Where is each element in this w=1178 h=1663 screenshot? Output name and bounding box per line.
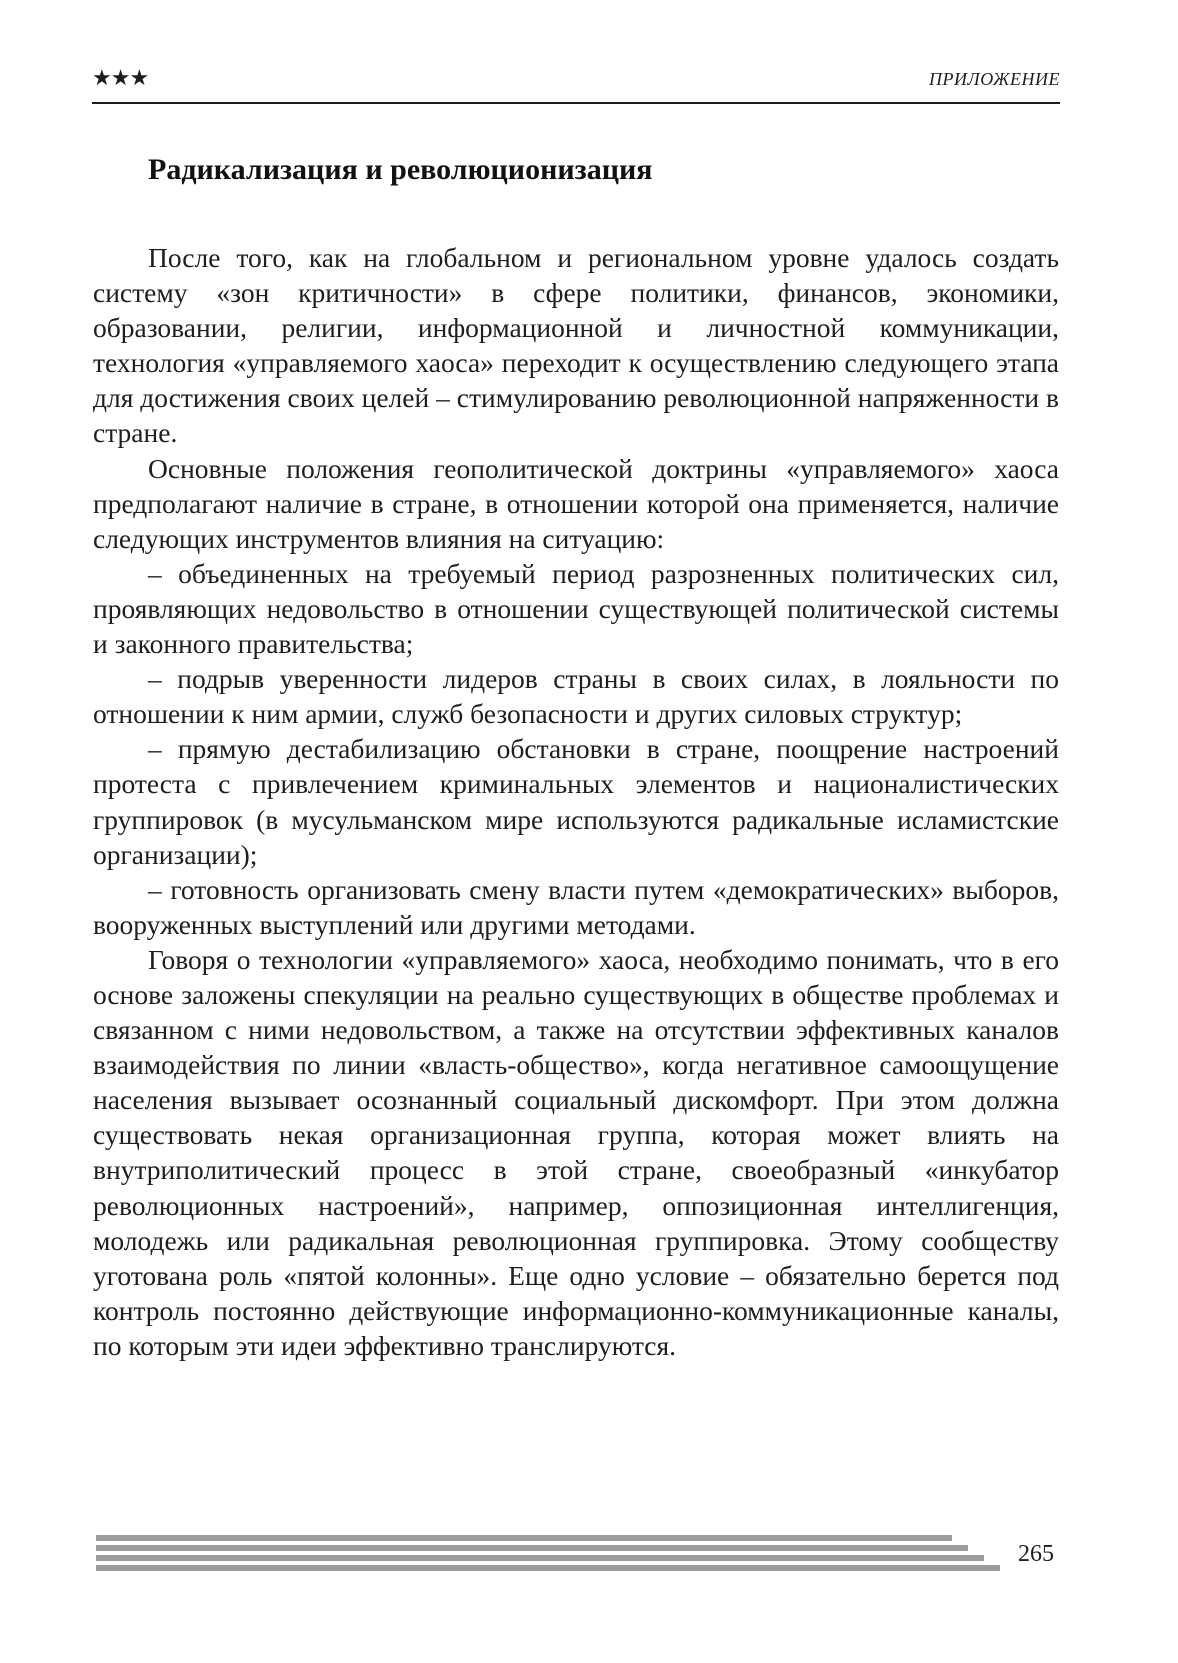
paragraph: Говоря о технологии «управляемого» хаоса, необходимо понимать, что в его основе заложены спекуляции на реально существующих в обществе проблемах и связанном с ними недовольством, а также на отсутствии эффективных каналов взаимодействия по линии «власть-общество», когда негативное самоощущение населения вызывает осознанный социальный дискомфорт. При этом должна существовать некая организационная группа, которая может влиять на внутриполитический процесс в этой стране, своеобразный «инкубатор революционных настроений», например, оппозиционная интеллигенция, молодежь или радикальная революционная группировка. Этому сообществу уготована роль «пятой колонны». Еще одно условие – обязательно берется под контроль постоянно действующие информационно-коммуникационные каналы, по которым эти идеи эффективно транслируются. [93,943,1059,1361]
list-item: – объединенных на требуемый период разрозненных политических сил, проявляющих недовольство в отношении существующей политической системы и законного правительства; [93,557,1059,660]
list-item: – подрыв уверенности лидеров страны в своих силах, в лояльности по отношении к ним армии, служб безопасности и других силовых структур; [93,663,1059,730]
list-item: – прямую дестабилизацию обстановки в стране, поощрение настроений протеста с привлечением криминальных элементов и националистических группировок (в мусульманском мире используются радикальные исламистские организации); [93,733,1059,870]
footer-stripe [96,1545,968,1551]
footer-stripe [96,1555,984,1561]
running-header [92,62,1060,104]
page-number: 265 [1018,1541,1054,1567]
paragraph: После того, как на глобальном и региональном уровне удалось создать систему «зон критичности» в сфере политики, финансов, экономики, образовании, религии, информационной и личностной коммуникации, технология «управляемого хаоса» переходит к осуществлению следующего этапа для достижения своих целей – стимулированию революционной напряженности в стране. [93,242,1059,449]
list-item: – готовность организовать смену власти путем «демократических» выборов, вооруженных выступлений или другими методами. [93,873,1059,940]
stars-ornament: ★★★ [92,66,149,91]
body-text [93,240,1059,1363]
footer-stripes [96,1535,1012,1581]
footer-stripe [96,1535,952,1541]
paragraph: Основные положения геополитической доктрины «управляемого» хаоса предполагают наличие в стране, в отношении которой она применяется, наличие следующих инструментов влияния на ситуацию: [93,452,1059,554]
footer-stripe [96,1565,1000,1571]
section-title: Радикализация и революционизация [148,153,653,186]
running-title: ПРИЛОЖЕНИЕ [929,69,1060,89]
